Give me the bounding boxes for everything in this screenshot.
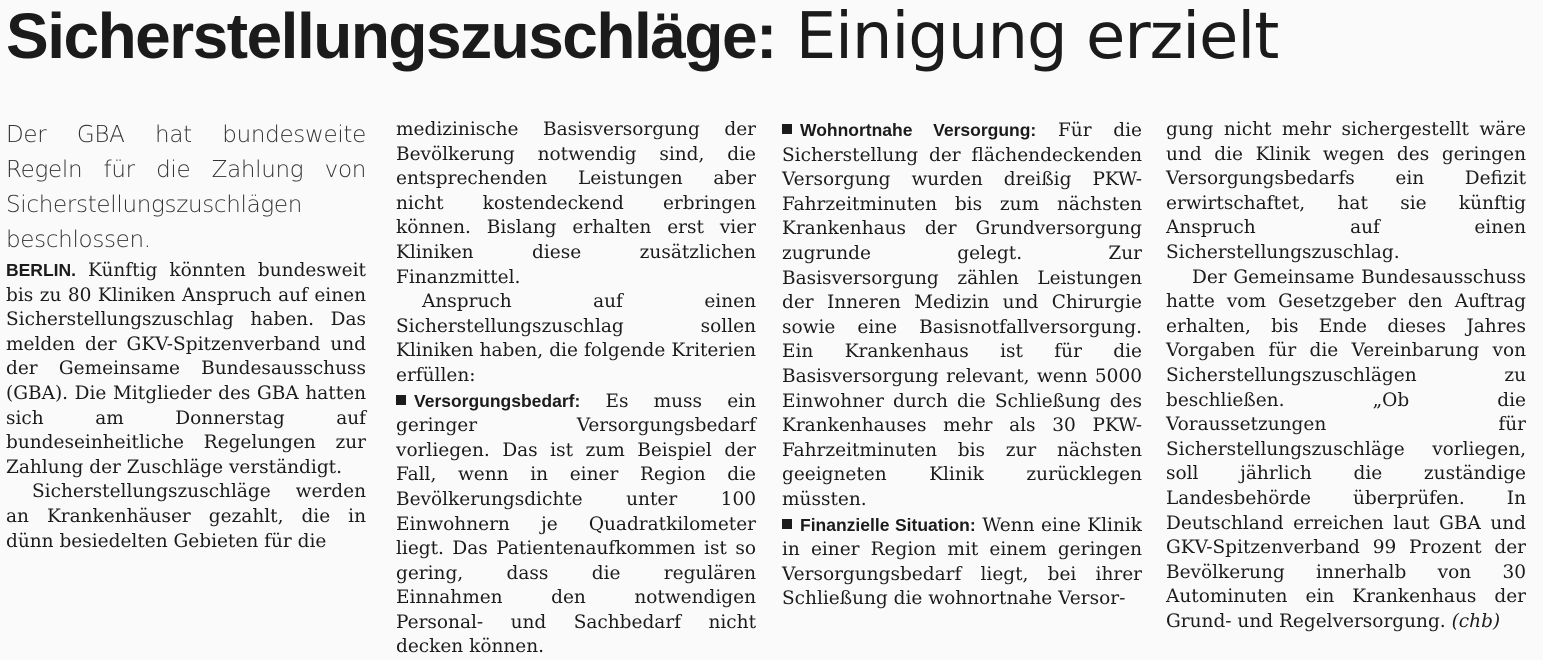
bullet-text: Es muss ein geringer Versorgungsbedarf vorliegen. Das ist zum Beispiel der Fall, wenn in einer Region die Bevölkerungsdichte unter 100 Einwohnern je Quadratkilometer liegt. Das Patientenaufkommen ist so gering, dass die regulären Einnahmen den notwendigen Personal- und Sachbedarf nicht decken können. xyxy=(396,390,756,658)
lead-text: Der GBA hat bundesweite Regeln für die Zahlung von Sicherstellungszuschlägen beschlossen. xyxy=(6,122,366,253)
paragraph-2-start: Sicherstellungszuschläge werden an Krankenhäuser gezahlt, die in dünn besiedelten Gebieten für die xyxy=(6,481,366,552)
headline xyxy=(6,0,1278,77)
bullet-label: Finanzielle Situation: xyxy=(800,514,976,535)
headline-bold: Sicherstellungszuschläge: xyxy=(6,0,776,72)
column-3 xyxy=(782,118,1142,612)
bullet-finanzielle-situation xyxy=(782,513,1142,612)
bullet-text: Für die Sicherstellung der flächendeckenden Versorgung wurden dreißig PKW-Fahrzeitminuten bis zum nächsten Krankenhaus der Grundversorgung zugrunde gelegt. Zur Basisversorgung zählen Leistungen der Inneren Medizin und Chirurgie sowie eine Basisnotfallversorgung. Ein Krankenhaus ist für die Basisversorgung relevant, wenn 5000 Einwohner durch die Schließung des Krankenhauses mehr als 30 PKW-Fahrzeitminuten bis zur nächsten geeigneten Klinik zurücklegen müssten. xyxy=(782,120,1143,510)
column-1 xyxy=(6,118,366,554)
column-4 xyxy=(1166,118,1526,634)
bullet-label: Wohnortnahe Versorgung: xyxy=(800,120,1037,140)
paragraph-1-text: Künftig könnten bundesweit bis zu 80 Kliniken Anspruch auf einen Sicherstellungszuschlag haben. Das melden der GKV-Spitzenverband und der Gemeinsame Bundesausschuss (GBA). Die Mitglieder des GBA hatten sich am Donnerstag auf bundeseinheitliche Regelungen zur Zahlung der Zuschläge verständigt. xyxy=(6,260,366,478)
bullet-versorgungsbedarf xyxy=(396,389,756,660)
headline-light: Einigung erzielt xyxy=(795,0,1279,74)
bullet-wohnortnahe-versorgung xyxy=(782,118,1142,513)
paragraph-3: Anspruch auf einen Sicherstellungszuschlag sollen Kliniken haben, die folgende Kriterien erfüllen: xyxy=(396,291,756,386)
paragraph-5 xyxy=(1166,266,1526,635)
paragraph-1 xyxy=(6,258,366,480)
bullet-square-icon xyxy=(782,124,792,134)
column-2 xyxy=(396,118,756,660)
paragraph-2-cont: medizinische Basisversorgung der Bevölkerung notwendig sind, die entsprechenden Leistungen aber nicht kostendeckend erbringen können. Bislang erhalten erst vier Kliniken diese zusätzlichen Finanzmittel. xyxy=(396,119,756,288)
bullet-text: Wenn eine Klinik in einer Region mit einem geringen Versorgungsbedarf liegt, bei ihrer Schließung die wohnortnahe Versor- xyxy=(782,514,1142,610)
paragraph-5-text: Der Gemeinsame Bundesausschuss hatte vom Gesetzgeber den Auftrag erhalten, bis Ende dieses Jahres Vorgaben für die Vereinbarung von Sicherstellungszuschlägen zu beschließen. „Ob die Voraussetzungen für Sicherstellungszuschläge vorliegen, soll jährlich die zuständige Landesbehörde überprüfen. In Deutschland erreichen laut GBA und GKV-Spitzenverband 99 Prozent der Bevölkerung innerhalb von 30 Autominuten ein Krankenhaus der Grund- und Regelversorgung. xyxy=(1166,266,1526,632)
paragraph-4-cont: gung nicht mehr sichergestellt wäre und die Klinik wegen des geringen Versorgungsbedarfs ein Defizit erwirtschaftet, hat sie künftig Anspruch auf einen Sicherstellungszuschlag. xyxy=(1166,119,1526,263)
bullet-square-icon xyxy=(782,519,792,529)
bullet-square-icon xyxy=(396,395,406,405)
dateline: BERLIN. xyxy=(6,260,76,280)
bullet-label: Versorgungsbedarf: xyxy=(414,390,581,411)
author-signature: (chb) xyxy=(1451,610,1501,632)
